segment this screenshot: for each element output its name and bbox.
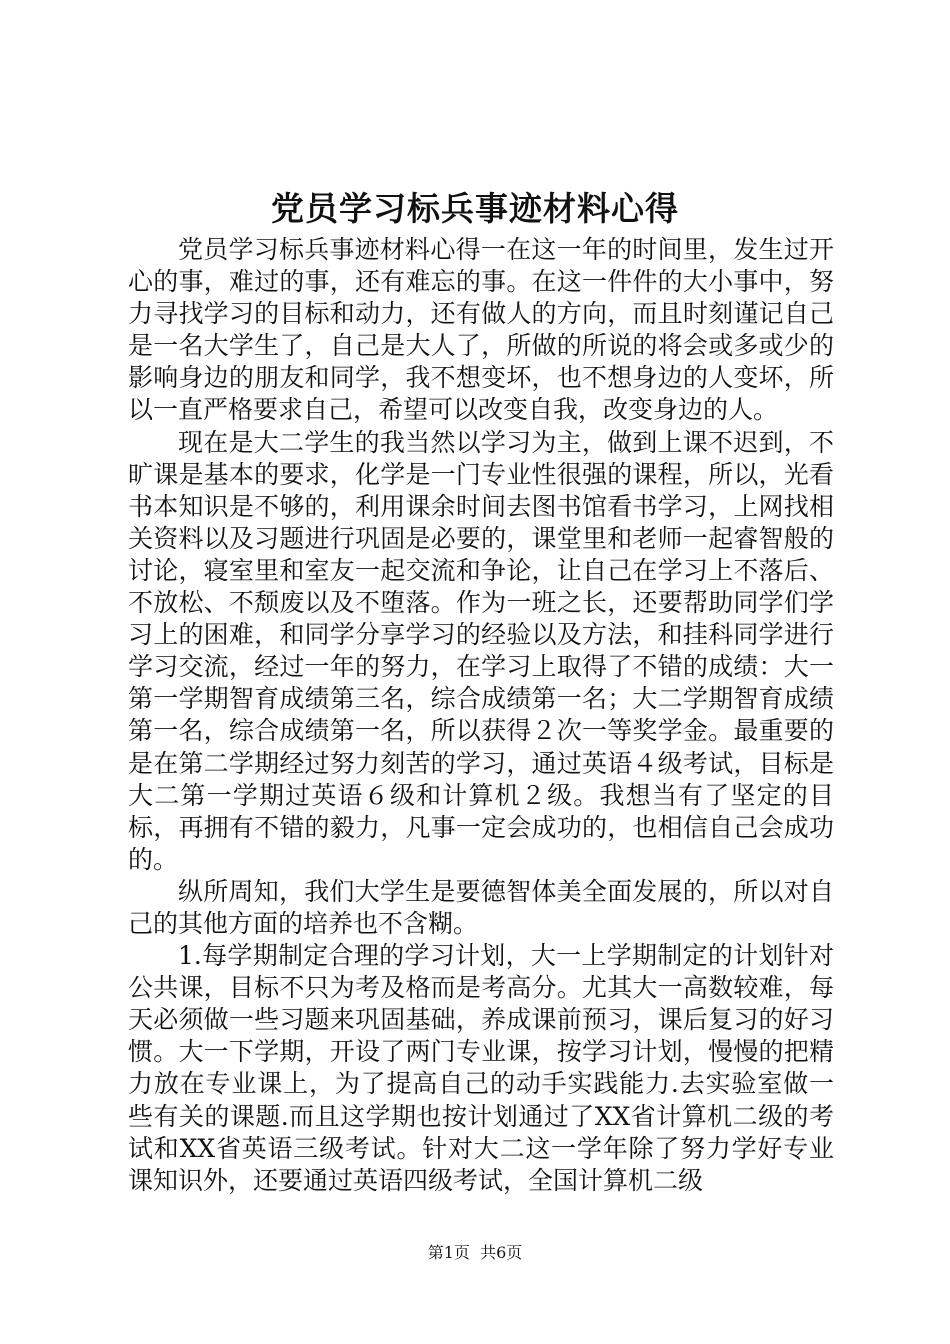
page-footer [0,1242,950,1264]
page-number: 第1页 [427,1243,470,1262]
paragraph: 1.每学期制定合理的学习计划，大一上学期制定的计划针对公共课，目标不只为考及格而是考高分。尤其大一高数较难，每天必须做一些习题来巩固基础，养成课前预习，课后复习的好习惯。大一下学期，开设了两门专业课，按学习计划，慢慢的把精力放在专业课上，为了提高自己的动手实践能力.去实验室做一些有关的课题.而且这学期也按计划通过了XX省计算机二级的考试和XX省英语三级考试。针对大二这一学年除了努力学好专业课知识外，还要通过英语四级考试，全国计算机二级 [128,941,834,1195]
page-total: 共6页 [480,1243,523,1262]
document-title: 党员学习标兵事迹材料心得 [271,189,679,228]
paragraph: 现在是大二学生的我当然以学习为主，做到上课不迟到，不旷课是基本的要求，化学是一门专业性很强的课程，所以，光看书本知识是不够的，利用课余时间去图书馆看书学习，上网找相关资料以及习题进行巩固是必要的，课堂里和老师一起睿智般的讨论，寝室里和室友一起交流和争论，让自己在学习上不落后、不放松、不颓废以及不堕落。作为一班之长，还要帮助同学们学习上的困难，和同学分享学习的经验以及方法，和挂科同学进行学习交流，经过一年的努力，在学习上取得了不错的成绩：大一第一学期智育成绩第三名，综合成绩第一名；大二学期智育成绩第一名，综合成绩第一名，所以获得２次一等奖学金。最重要的是在第二学期经过努力刻苦的学习，通过英语４级考试，目标是大二第一学期过英语６级和计算机２级。我想当有了坚定的目标，再拥有不错的毅力，凡事一定会成功的，也相信自己会成功的。 [128,427,834,874]
document-body [128,234,834,1197]
paragraph: 党员学习标兵事迹材料心得一在这一年的时间里，发生过开心的事，难过的事，还有难忘的事。在这一件件的大小事中，努力寻找学习的目标和动力，还有做人的方向，而且时刻谨记自己是一名大学生了，自己是大人了，所做的所说的将会或多或少的影响身边的朋友和同学，我不想变坏，也不想身边的人变坏，所以一直严格要求自己，希望可以改变自我，改变身边的人。 [128,235,834,425]
paragraph: 纵所周知，我们大学生是要德智体美全面发展的，所以对自己的其他方面的培养也不含糊。 [128,876,834,938]
